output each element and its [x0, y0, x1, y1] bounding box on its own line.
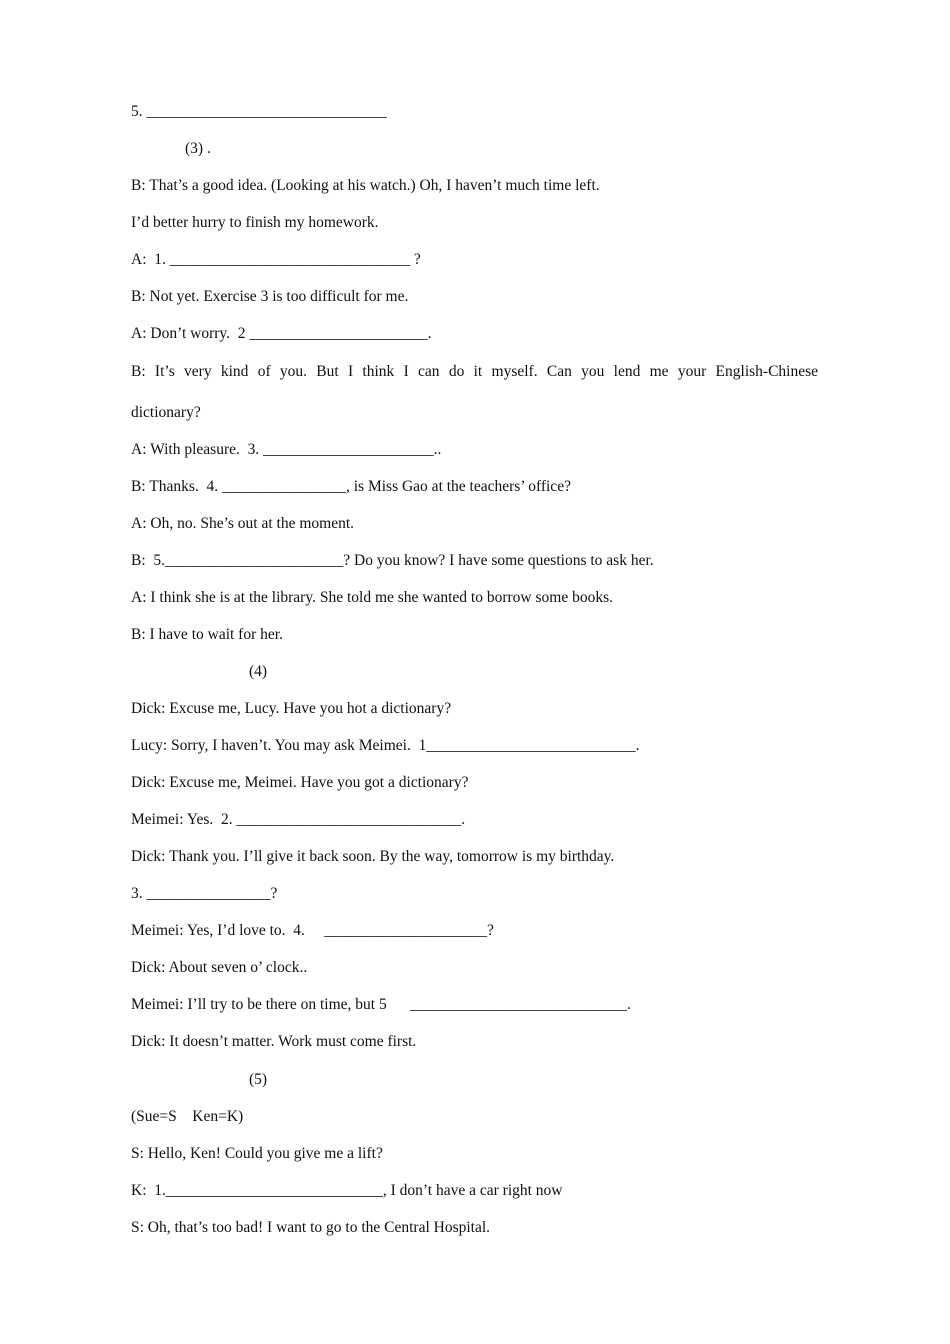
dialogue-line: A: Oh, no. She’s out at the moment.: [131, 515, 355, 532]
dialogue-line: A: I think she is at the library. She told me she wanted to borrow some books.: [131, 589, 613, 606]
speaker-key: (Sue=S Ken=K): [131, 1108, 244, 1125]
dialogue-line: Lucy: Sorry, I haven’t. You may ask Meimei. 1___________________________.: [131, 737, 640, 754]
dialogue-line: Dick: It doesn’t matter. Work must come first.: [131, 1033, 417, 1050]
dialogue-line: A: With pleasure. 3. ______________________..: [131, 441, 442, 458]
section-heading-5: (5): [249, 1071, 268, 1088]
dialogue-line: I’d better hurry to finish my homework.: [131, 214, 379, 231]
dialogue-line: 3. ________________?: [131, 885, 278, 902]
dialogue-line: Dick: Excuse me, Lucy. Have you hot a dictionary?: [131, 700, 452, 717]
dialogue-line: B: It’s very kind of you. But I think I can do it myself. Can you lend me your English-Chinese: [131, 363, 818, 380]
dialogue-line: Dick: Excuse me, Meimei. Have you got a dictionary?: [131, 774, 469, 791]
dialogue-line: Meimei: Yes. 2. _____________________________.: [131, 811, 466, 828]
dialogue-line: B: 5._______________________? Do you know? I have some questions to ask her.: [131, 552, 654, 569]
answer-line-5: 5. _______________________________: [131, 103, 387, 120]
dialogue-line: Meimei: Yes, I’d love to. 4. _____________________?: [131, 922, 494, 939]
dialogue-line: B: Not yet. Exercise 3 is too difficult for me.: [131, 288, 409, 305]
dialogue-line: S: Hello, Ken! Could you give me a lift?: [131, 1145, 383, 1162]
dialogue-line: dictionary?: [131, 404, 201, 421]
section-heading-4: (4): [249, 663, 268, 680]
dialogue-line: B: Thanks. 4. ________________, is Miss Gao at the teachers’ office?: [131, 478, 571, 495]
dialogue-line: Dick: About seven o’ clock..: [131, 959, 308, 976]
dialogue-line: S: Oh, that’s too bad! I want to go to the Central Hospital.: [131, 1219, 491, 1236]
dialogue-line: A: 1. _______________________________ ?: [131, 251, 421, 268]
dialogue-line: K: 1.____________________________, I don’t have a car right now: [131, 1182, 563, 1199]
dialogue-line: A: Don’t worry. 2 _______________________.: [131, 325, 432, 342]
section-heading-3: (3) .: [185, 140, 211, 157]
dialogue-line: B: I have to wait for her.: [131, 626, 283, 643]
dialogue-line: B: That’s a good idea. (Looking at his watch.) Oh, I haven’t much time left.: [131, 177, 600, 194]
dialogue-line: Dick: Thank you. I’ll give it back soon. By the way, tomorrow is my birthday.: [131, 848, 615, 865]
dialogue-line: Meimei: I’ll try to be there on time, but 5 ____________________________.: [131, 996, 631, 1013]
